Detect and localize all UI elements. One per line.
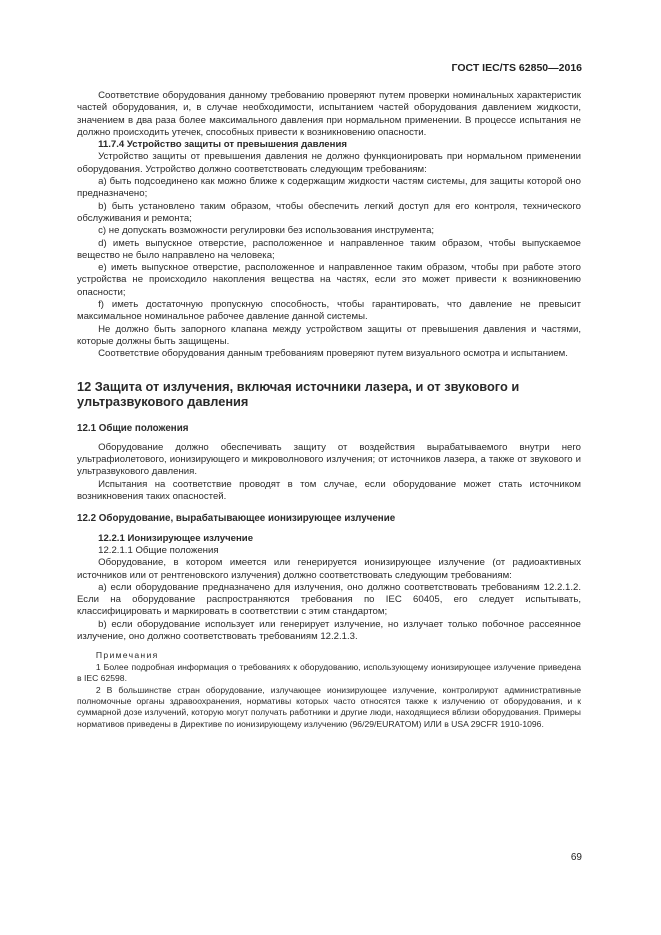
notes-title: Примечания <box>95 650 159 661</box>
paragraph: Оборудование должно обеспечивать защиту от воздействия вырабатываемого внутри него ультрафиолетового, ионизирующего и микроволнового излучения; от источников лазера, а также от звукового и ультразвукового давления. <box>77 441 581 478</box>
section-heading-11-7-4: 11.7.4 Устройство защиты от превышения давления <box>98 139 347 151</box>
list-item-a: a) если оборудование предназначено для излучения, оно должно соответствовать требованиям 12.2.1.2. Если на оборудование распространяются требования по IEC 60405, его следует испытывать, классифицировать и маркировать в соответствии с этим стандартом; <box>77 581 581 618</box>
list-item-f: f) иметь достаточную пропускную способность, чтобы гарантировать, что давление не превысит максимальное номинальное рабочее давление данной системы. <box>77 299 581 323</box>
paragraph: Соответствие оборудования данным требованиям проверяют путем визуального осмотра и испытанием. <box>98 348 568 360</box>
section-heading-12-2: 12.2 Оборудование, вырабатывающее ионизирующее излучение <box>77 513 396 525</box>
list-item-c: c) не допускать возможности регулировки без использования инструмента; <box>98 225 435 237</box>
notes-block <box>77 650 581 730</box>
paragraph: Соответствие оборудования данному требованию проверяют путем проверки номинальных характеристик частей оборудования, и, в случае необходимости, испытанием частей оборудования давлением жидкости, значением в два раза более максимального давления при нормальном применении. В процессе испытания не должно происходить утечек, способных привести к возникновению опасности. <box>77 90 581 138</box>
paragraph: Оборудование, в котором имеется или генерируется ионизирующее излучение (от радиоактивных источников или от рентгеновского излучения) должно соответствовать следующим требованиям: <box>77 557 581 581</box>
section-heading-12: 12 Защита от излучения, включая источники лазера, и от звукового и ультразвукового давления <box>77 378 520 410</box>
paragraph: Не должно быть запорного клапана между устройством защиты от превышения давления и частями, которые должны быть защищены. <box>77 323 581 347</box>
note-2: 2 В большинстве стран оборудование, излучающее ионизирующее излучение, контролируют административные полномочные органы здравоохранения, нормативы которых часто относятся также к излучению от оборудования, и к суммарной дозе излучений, которую могут получать работники и другие люди, находящиеся вблизи оборудования. Примеры нормативов приведены в Директиве по ионизирующему излучению (96/29/EURATOM) ИЛИ в USA 29CFR 1910-1096. <box>77 684 581 729</box>
page-number: 69 <box>570 852 582 863</box>
page-body <box>77 90 581 730</box>
list-item-e: e) иметь выпускное отверстие, расположенное и направленное таким образом, чтобы при работе этого устройства не происходило накопления вещества на частях, если это может привести к возникновению опасности; <box>77 262 581 298</box>
list-item-b: b) быть установлено таким образом, чтобы обеспечить легкий доступ для его контроля, технического обслуживания и ремонта; <box>77 200 581 224</box>
list-item-a: a) быть подсоединено как можно ближе к содержащим жидкости частям системы, для защиты которой оно предназначено; <box>77 176 581 200</box>
paragraph: Испытания на соответствие проводят в том случае, если оборудование может стать источником возникновения таких опасностей. <box>77 478 581 503</box>
list-item-d: d) иметь выпускное отверстие, расположенное и направленное таким образом, чтобы выпускаемое вещество не было направлено на человека; <box>77 237 581 261</box>
list-item-b: b) если оборудование использует или генерирует излучение, но излучает только побочное рассеянное излучение, оно должно соответствовать требованиям 12.2.1.3. <box>77 618 581 642</box>
section-heading-12-1: 12.1 Общие положения <box>77 422 189 434</box>
document-header: ГОСТ IEC/TS 62850—2016 <box>451 62 582 74</box>
section-heading-12-2-1-1: 12.2.1.1 Общие положения <box>98 544 219 556</box>
paragraph: Устройство защиты от превышения давления не должно функционировать при нормальном применении оборудования. Устройство должно соответствовать следующим требованиям: <box>77 151 581 175</box>
note-1: 1 Более подробная информация о требованиях к оборудованию, использующему ионизирующее излучение приведена в IEC 62598. <box>77 661 581 684</box>
section-heading-12-2-1: 12.2.1 Ионизирующее излучение <box>98 532 254 544</box>
